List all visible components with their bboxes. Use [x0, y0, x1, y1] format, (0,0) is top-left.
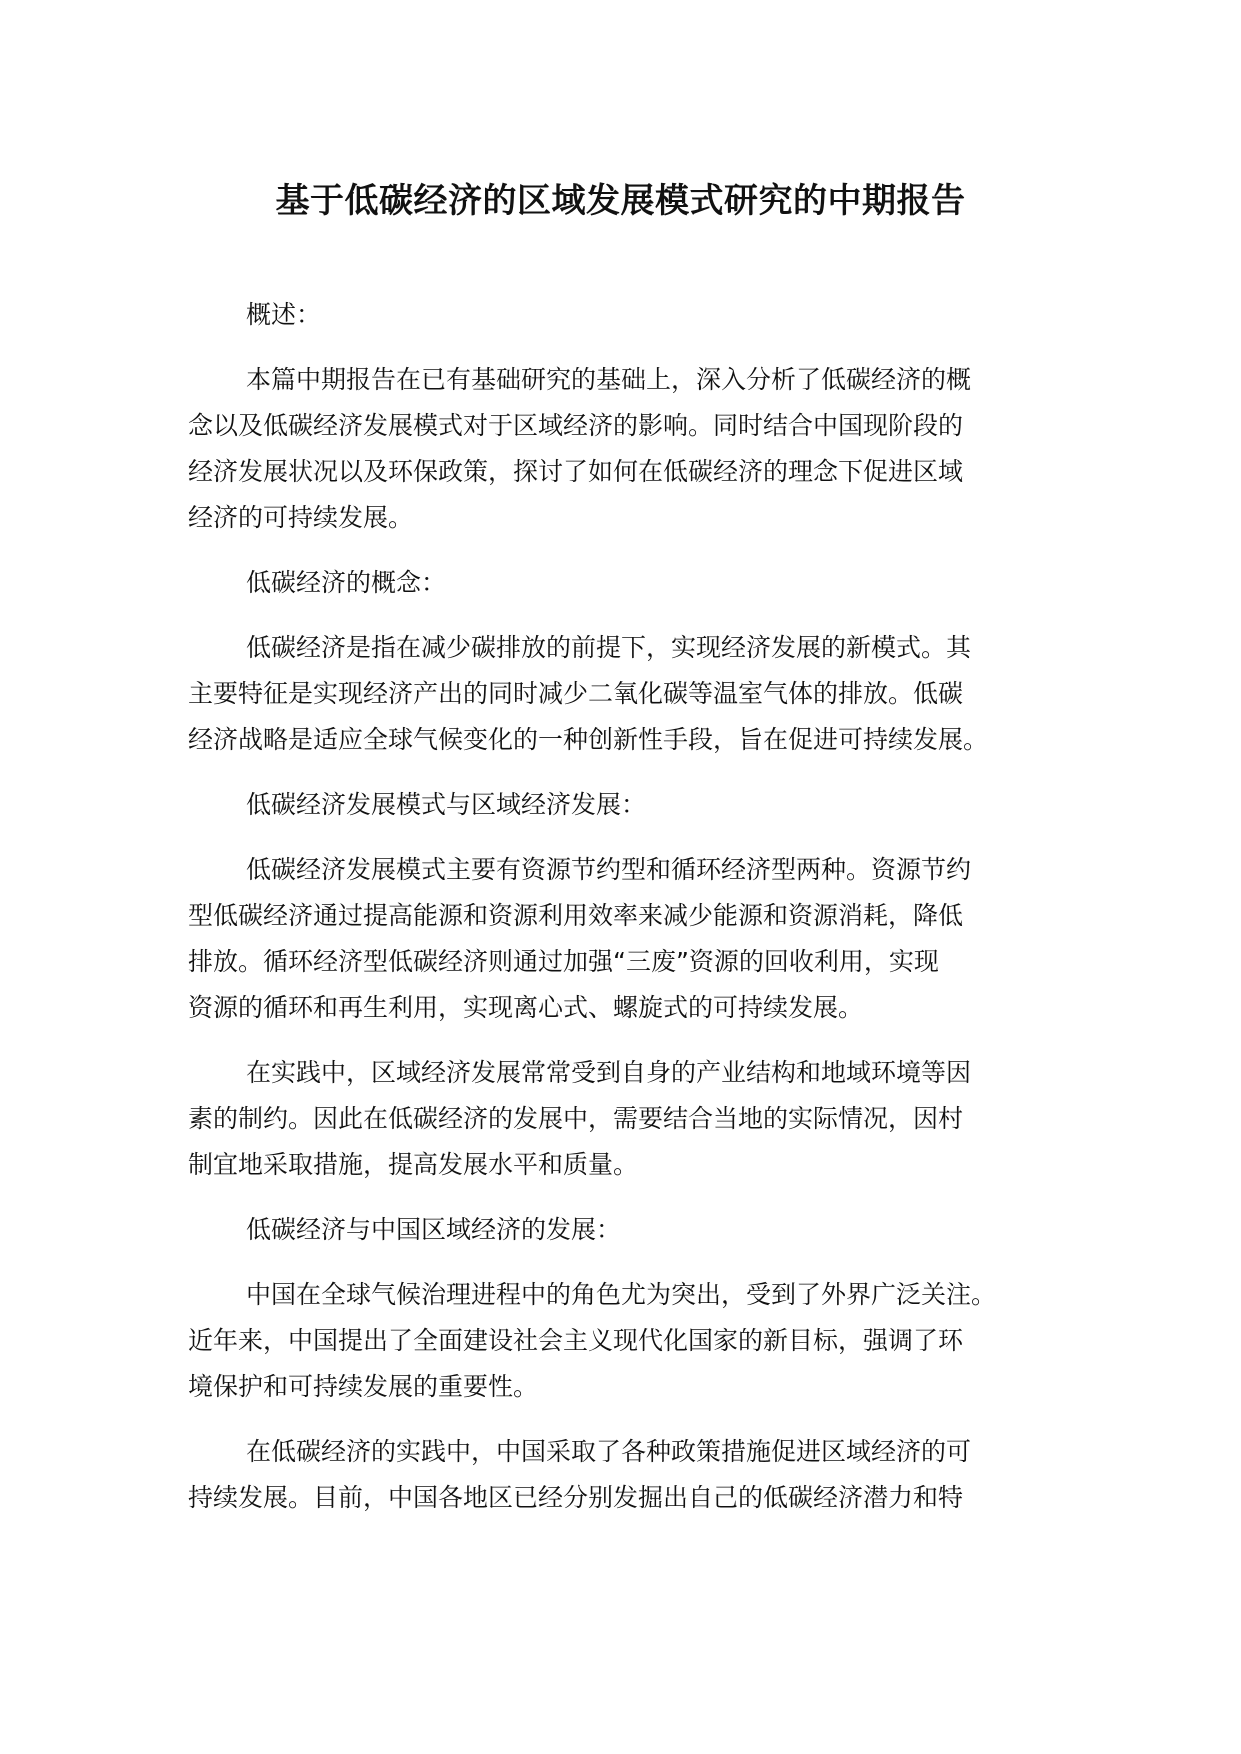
paragraph-concept [188, 625, 1058, 763]
text-line: 经济发展状况以及环保政策，探讨了如何在低碳经济的理念下促进区域 [188, 457, 964, 486]
section-heading-overview [188, 292, 1058, 338]
text-line: 低碳经济是指在减少碳排放的前提下，实现经济发展的新模式。其 [246, 633, 972, 662]
text-line: 素的制约。因此在低碳经济的发展中，需要结合当地的实际情况，因村 [188, 1104, 964, 1133]
text-line: 低碳经济发展模式主要有资源节约型和循环经济型两种。资源节约 [246, 855, 972, 884]
document-title: 基于低碳经济的区域发展模式研究的中期报告 [275, 181, 966, 221]
text-line: 近年来，中国提出了全面建设社会主义现代化国家的新目标，强调了环 [188, 1326, 964, 1355]
text-line: 低碳经济与中国区域经济的发展： [246, 1215, 622, 1244]
text-line: 经济的可持续发展。 [188, 503, 414, 532]
text-line: 在低碳经济的实践中，中国采取了各种政策措施促进区域经济的可 [246, 1437, 972, 1466]
text-line: 排放。循环经济型低碳经济则通过加强“三废”资源的回收利用，实现 [188, 947, 939, 976]
text-line: 资源的循环和再生利用，实现离心式、螺旋式的可持续发展。 [188, 993, 864, 1022]
text-line: 型低碳经济通过提高能源和资源利用效率来减少能源和资源消耗，降低 [188, 901, 964, 930]
text-line: 主要特征是实现经济产出的同时减少二氧化碳等温室气体的排放。低碳 [188, 679, 964, 708]
section-heading-china [188, 1207, 1058, 1253]
text-line: 经济战略是适应全球气候变化的一种创新性手段，旨在促进可持续发展。 [188, 725, 989, 754]
paragraph-development-model [188, 847, 1058, 1031]
text-line: 境保护和可持续发展的重要性。 [188, 1372, 539, 1401]
paragraph-practice [188, 1050, 1058, 1188]
paragraph-china-practice [188, 1429, 1058, 1521]
text-line: 中国在全球气候治理进程中的角色尤为突出，受到了外界广泛关注。 [246, 1280, 997, 1309]
text-line: 概述： [246, 300, 322, 329]
text-line: 本篇中期报告在已有基础研究的基础上，深入分析了低碳经济的概 [246, 365, 972, 394]
text-line: 在实践中，区域经济发展常常受到自身的产业结构和地域环境等因 [246, 1058, 972, 1087]
document-body [188, 292, 1058, 1540]
text-line: 低碳经济的概念： [246, 568, 447, 597]
text-line: 念以及低碳经济发展模式对于区域经济的影响。同时结合中国现阶段的 [188, 411, 964, 440]
section-heading-development-model [188, 782, 1058, 828]
paragraph-overview [188, 357, 1058, 541]
paragraph-china-role [188, 1272, 1058, 1410]
text-line: 持续发展。目前，中国各地区已经分别发掘出自己的低碳经济潜力和特 [188, 1483, 964, 1512]
section-heading-concept [188, 560, 1058, 606]
text-line: 低碳经济发展模式与区域经济发展： [246, 790, 647, 819]
text-line: 制宜地采取措施，提高发展水平和质量。 [188, 1150, 639, 1179]
